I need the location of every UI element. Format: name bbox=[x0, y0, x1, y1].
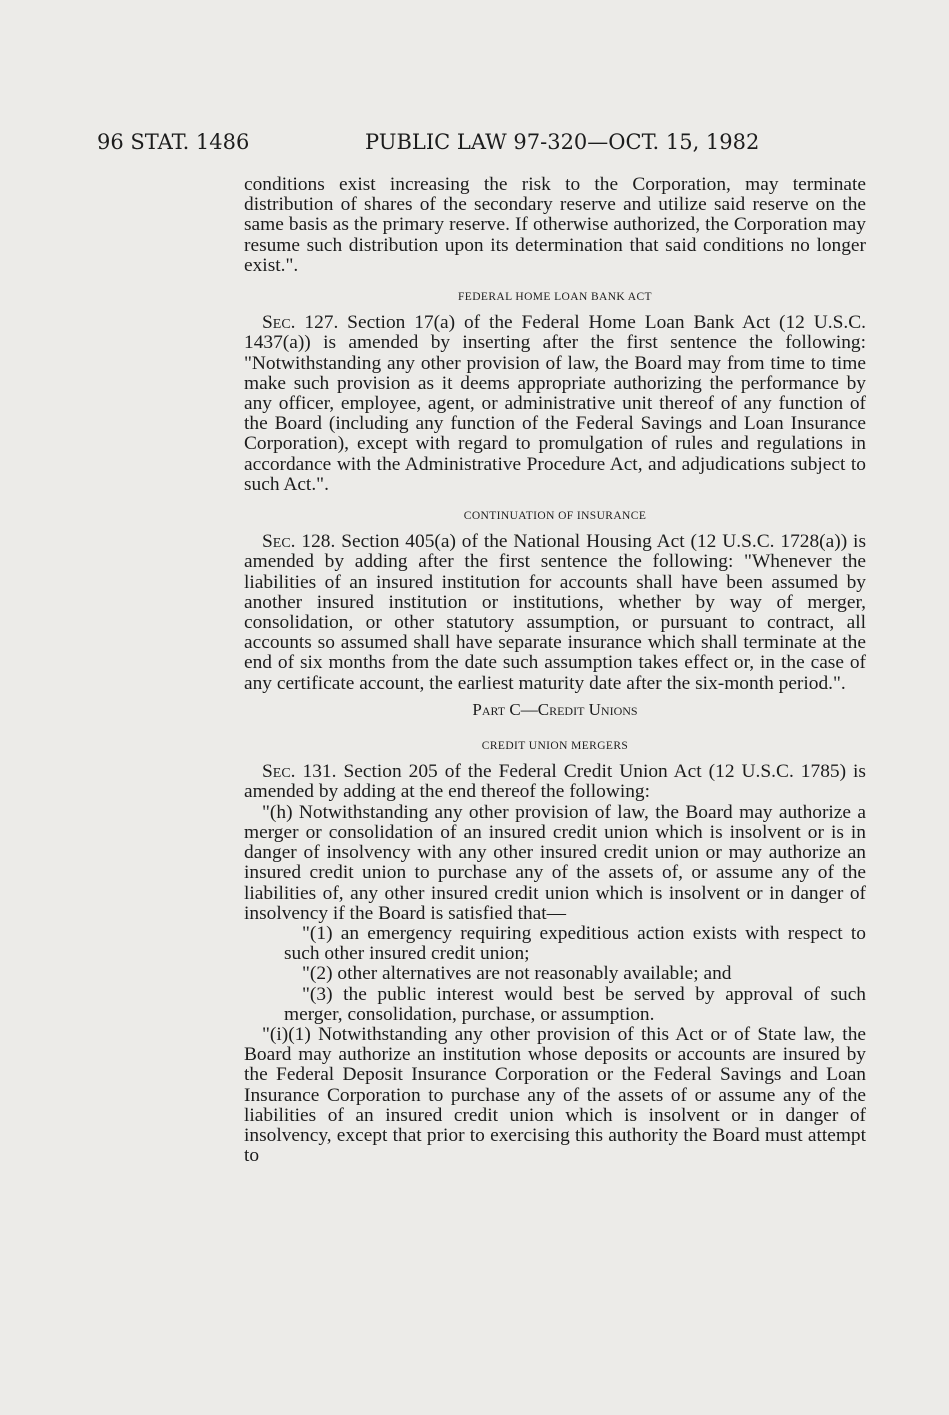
section-label: Sec. 128. bbox=[262, 531, 336, 553]
statute-page-number: 96 STAT. 1486 bbox=[97, 130, 250, 154]
part-heading: Part C—Credit Unions bbox=[472, 699, 638, 719]
section-128 bbox=[244, 532, 866, 694]
section-label: Sec. 127. bbox=[262, 312, 339, 334]
section-text: Section 405(a) of the National Housing Act (12 U.S.C. 1728(a)) is amended by adding after the first sentence the following: "Whenever the liabilities of an insured institution for accounts shall have been assumed by another insured institution or institutions, whether by way of merger, consolidation, or other statutory assumption, or pursuant to contract, all accounts so assumed shall have separate insurance which shall terminate at the end of six months from the date such assumption takes effect or, in the case of any certificate account, the earliest maturity date after the six-month period.". bbox=[244, 531, 866, 694]
clause-2: "(2) other alternatives are not reasonably available; and bbox=[302, 963, 732, 985]
clause-3: "(3) the public interest would best be served by approval of such merger, consolidation, purchase, or assumption. bbox=[284, 983, 866, 1025]
paragraph-continuation: conditions exist increasing the risk to the Corporation, may terminate distribution of shares of the secondary reserve and utilize said reserve on the same basis as the primary reserve. If otherwise authorized, the Corporation may resume such distribution upon its determination that said conditions no longer exist.". bbox=[244, 174, 866, 276]
body-text bbox=[244, 175, 866, 1166]
subsection-i: "(i)(1) Notwithstanding any other provision of this Act or of State law, the Board may authorize an institution whose deposits or accounts are insured by the Federal Deposit Insurance Corporation or the Federal Savings and Loan Insurance Corporation to purchase any of the assets of or assume any of the liabilities of an insured credit union which is insolvent or in danger of insolvency, except that prior to exercising this authority the Board must attempt to bbox=[244, 1023, 866, 1167]
section-heading-credit-union: CREDIT UNION MERGERS bbox=[481, 740, 629, 753]
section-label: Sec. 131. bbox=[262, 761, 337, 783]
running-header: PUBLIC LAW 97-320—OCT. 15, 1982 bbox=[365, 130, 760, 154]
subsection-h: "(h) Notwithstanding any other provision of law, the Board may authorize a merger or consolidation of an insured credit union which is insolvent or is in danger of insolvency with any other insured credit union or may authorize an insured credit union to purchase any of the assets of, or assume any of the liabilities of, any other insured credit union which is insolvent or in danger of insolvency if the Board is satisfied that— bbox=[244, 801, 866, 924]
section-heading-insurance: CONTINUATION OF INSURANCE bbox=[463, 510, 647, 523]
section-heading-fhlb: FEDERAL HOME LOAN BANK ACT bbox=[458, 291, 652, 304]
clause-1: "(1) an emergency requiring expeditious action exists with respect to such other insured credit union; bbox=[284, 922, 866, 965]
section-text: Section 205 of the Federal Credit Union Act (12 U.S.C. 1785) is amended by adding at the end thereof the following: bbox=[244, 761, 866, 803]
section-127 bbox=[244, 313, 866, 495]
section-text: Section 17(a) of the Federal Home Loan Bank Act (12 U.S.C. 1437(a)) is amended by inserting after the first sentence the following: "Notwithstanding any other provision of law, the Board may from time to time make such provision as it deems appropriate authorizing the performance by any officer, employee, agent, or administrative unit thereof of any function of the Board (including any function of the Federal Savings and Loan Insurance Corporation), except with regard to promulgation of rules and regulations in accordance with the Administrative Procedure Act, and adjudications subject to such Act.". bbox=[244, 312, 866, 495]
section-131 bbox=[244, 762, 866, 802]
